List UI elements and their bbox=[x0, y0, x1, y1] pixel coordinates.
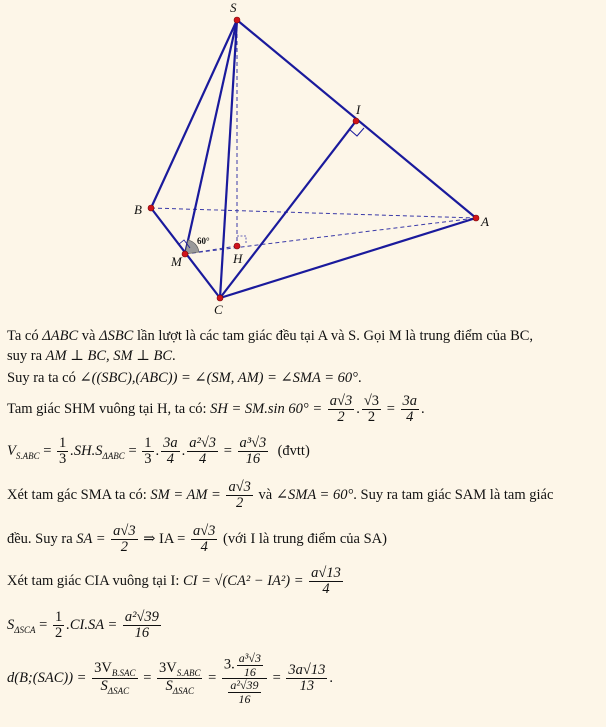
para-9-area: $S_{\Delta SCA}$ = $\frac{1}{2}$ .CI.SA = $\frac{\text{a²√39}}{16}$ bbox=[7, 609, 159, 642]
point-I bbox=[353, 118, 359, 124]
right-angle-H bbox=[237, 236, 246, 244]
point-S bbox=[234, 17, 240, 23]
para-7: đều. Suy ra SA = $\frac{a√3}{2}$ ⇒ IA = $\frac{a√3}{4}$ (với I là trung điểm của SA) bbox=[7, 523, 387, 556]
point-M bbox=[182, 251, 188, 257]
para-8: Xét tam giác CIA vuông tại I: CI = √(CA² − IA²) = $\frac{a√13}{4}$ bbox=[7, 565, 341, 598]
edge-MA bbox=[185, 218, 476, 254]
label-H: H bbox=[233, 251, 243, 266]
edge-SB bbox=[151, 20, 237, 208]
para-6: Xét tam gác SMA ta có: SM = AM = $\frac{a√3}{2}$ và ∠SMA = 60°. Suy ra tam giác SAM là tam giác bbox=[7, 479, 554, 512]
label-M: M bbox=[171, 254, 182, 269]
right-angle-I bbox=[349, 128, 364, 136]
label-C: C bbox=[214, 302, 223, 317]
point-A bbox=[473, 215, 479, 221]
label-A: A bbox=[481, 214, 489, 229]
edge-CI bbox=[220, 121, 356, 298]
label-S: S bbox=[230, 0, 237, 15]
point-H bbox=[234, 243, 240, 249]
para-4: Tam giác SHM vuông tại H, ta có: SH = SM.sin 60° = $\frac{a√3}{2}$ . $\frac{√3}{2}$ = $\frac{3a}{4}$ . bbox=[7, 393, 425, 426]
label-B: B bbox=[134, 202, 142, 217]
pyramid-figure bbox=[0, 0, 606, 320]
para-2: suy ra AM ⊥ BC, SM ⊥ BC. bbox=[7, 348, 176, 364]
angle-label: 60° bbox=[197, 236, 210, 246]
point-C bbox=[217, 295, 223, 301]
edge-BA bbox=[151, 208, 476, 218]
edge-CA bbox=[220, 218, 476, 298]
point-B bbox=[148, 205, 154, 211]
para-1: Ta có ΔABC và ΔSBC lần lượt là các tam giác đều tại A và S. Gọi M là trung điểm của BC, bbox=[7, 328, 534, 344]
para-5-volume: $V_{S.ABC}$ = $\frac{1}{3}$ $.SH.S_{\Delta ABC}$ = $\frac{1}{3}$ . $\frac{3a}{4}$ . $\frac{\text{a²√3}}{4}$ = $\frac{\text{a³√3}}{16}$ (đvtt) bbox=[7, 435, 310, 468]
para-3: Suy ra ta có ∠((SBC),(ABC)) = ∠(SM, AM) = ∠SMA = 60°. bbox=[7, 370, 362, 386]
para-10-distance: d(B;(SAC)) = $\frac{3V_{B.SAC}}{S_{\Delta SAC}}$ = $\frac{3V_{S.ABC}}{S_{\Delta SAC}}$ = 3. $\frac{\text{a³√3}}{16}$ $\frac{\text{a²√39}}{16}$ = $\frac{3a√13}{13}$ . bbox=[7, 651, 334, 706]
label-I: I bbox=[356, 102, 361, 117]
